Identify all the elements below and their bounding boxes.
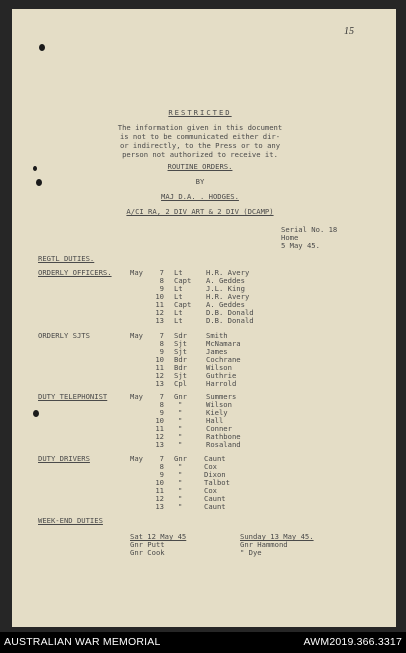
day: 7 xyxy=(159,331,164,340)
day: 9 xyxy=(159,284,164,293)
rank: Gnr xyxy=(174,392,187,401)
name: Harrold xyxy=(206,379,237,388)
name: Hall xyxy=(206,416,224,425)
name: James xyxy=(206,347,228,356)
issue-date: 5 May 45. xyxy=(281,241,320,250)
name: A. Geddes xyxy=(206,300,245,309)
officer-name: MAJ D.A. . HODGES. xyxy=(161,192,239,201)
rank: " xyxy=(178,502,183,511)
name: A. Geddes xyxy=(206,276,245,285)
rank: Sjt xyxy=(174,339,187,348)
month: May xyxy=(130,331,143,340)
day: 8 xyxy=(159,276,164,285)
name: Cox xyxy=(204,462,217,471)
officer-appointment: A/CI RA, 2 DIV ART & 2 DIV (DCAMP) xyxy=(126,207,274,216)
notice-line: is not to be communicated either dir- xyxy=(119,132,281,141)
day: 7 xyxy=(159,392,164,401)
month: May xyxy=(130,268,143,277)
notice-line: person not authorized to receive it. xyxy=(122,150,278,159)
rank: Sjt xyxy=(174,371,187,380)
name: D.B. Donald xyxy=(206,308,254,317)
document-page xyxy=(12,9,396,627)
rank: " xyxy=(178,432,183,441)
day: 10 xyxy=(155,292,164,301)
rank: Gnr xyxy=(174,454,187,463)
rank: " xyxy=(178,494,183,503)
name: Caunt xyxy=(204,454,226,463)
saturday-duty: Gnr Putt xyxy=(130,540,165,549)
name: J.L. King xyxy=(206,284,245,293)
page-number: 15 xyxy=(344,26,354,37)
day: 12 xyxy=(155,494,164,503)
name: Dixon xyxy=(204,470,226,479)
day: 11 xyxy=(155,486,164,495)
punch-hole xyxy=(36,179,42,186)
day: 10 xyxy=(155,416,164,425)
rank: " xyxy=(178,486,183,495)
name: Wilson xyxy=(206,400,232,409)
rank: Lt xyxy=(174,284,183,293)
rank: " xyxy=(178,462,183,471)
rank: " xyxy=(178,408,183,417)
name: Smith xyxy=(206,331,228,340)
name: Caunt xyxy=(204,494,226,503)
day: 11 xyxy=(155,424,164,433)
saturday-duty: Gnr Cook xyxy=(130,548,165,557)
name: Cox xyxy=(204,486,217,495)
month: May xyxy=(130,454,143,463)
footer-institution: AUSTRALIAN WAR MEMORIAL xyxy=(4,636,161,648)
notice-line: The information given in this document xyxy=(117,123,283,132)
duty-group-label: DUTY TELEPHONIST xyxy=(38,392,108,401)
rank: Capt xyxy=(174,300,192,309)
day: 10 xyxy=(155,355,164,364)
day: 11 xyxy=(155,300,164,309)
month: May xyxy=(130,392,143,401)
footer-bar xyxy=(0,632,406,653)
place: Home xyxy=(281,233,299,242)
name: Guthrie xyxy=(206,371,237,380)
rank: " xyxy=(178,424,183,433)
day: 11 xyxy=(155,363,164,372)
notice-line: or indirectly, to the Press or to any xyxy=(119,141,281,150)
name: Summers xyxy=(206,392,237,401)
rank: Sdr xyxy=(174,331,187,340)
day: 9 xyxy=(159,408,164,417)
rank: Cpl xyxy=(174,379,187,388)
day: 13 xyxy=(155,379,164,388)
day: 8 xyxy=(159,339,164,348)
punch-hole xyxy=(39,44,45,51)
punch-hole xyxy=(33,410,39,417)
day: 7 xyxy=(159,454,164,463)
serial-number: Serial No. 18 xyxy=(281,225,338,234)
name: Conner xyxy=(206,424,232,433)
sunday-duty: " Dye xyxy=(240,548,262,557)
document-title: ROUTINE ORDERS. xyxy=(167,162,233,171)
rank: " xyxy=(178,478,183,487)
saturday-header: Sat 12 May 45 xyxy=(130,532,187,541)
day: 12 xyxy=(155,371,164,380)
day: 7 xyxy=(159,268,164,277)
name: Rosaland xyxy=(206,440,241,449)
day: 8 xyxy=(159,400,164,409)
name: Cochrane xyxy=(206,355,241,364)
name: McNamara xyxy=(206,339,241,348)
section-heading: REGTL DUTIES. xyxy=(38,254,95,263)
weekend-duties-label: WEEK-END DUTIES xyxy=(38,516,103,525)
name: H.R. Avery xyxy=(206,292,250,301)
footer-accession-number: AWM2019.366.3317 xyxy=(303,636,402,648)
title-by: BY xyxy=(195,177,205,186)
sunday-header: Sunday 13 May 45. xyxy=(240,532,314,541)
duty-group-label: ORDERLY OFFICERS. xyxy=(38,268,112,277)
day: 13 xyxy=(155,316,164,325)
name: Wilson xyxy=(206,363,232,372)
rank: Lt xyxy=(174,308,183,317)
rank: Lt xyxy=(174,292,183,301)
name: D.B. Donald xyxy=(206,316,254,325)
rank: " xyxy=(178,400,183,409)
rank: Capt xyxy=(174,276,192,285)
duty-group-label: ORDERLY SJTS xyxy=(38,331,90,340)
day: 13 xyxy=(155,440,164,449)
day: 12 xyxy=(155,308,164,317)
rank: Lt xyxy=(174,316,183,325)
rank: Sjt xyxy=(174,347,187,356)
restricted-heading: RESTRICTED xyxy=(168,108,232,117)
day: 8 xyxy=(159,462,164,471)
rank: Bdr xyxy=(174,363,187,372)
duty-group-label: DUTY DRIVERS xyxy=(38,454,90,463)
name: Talbot xyxy=(204,478,230,487)
day: 9 xyxy=(159,470,164,479)
punch-hole xyxy=(33,166,37,171)
sunday-duty: Gnr Hammond xyxy=(240,540,288,549)
rank: " xyxy=(178,440,183,449)
day: 9 xyxy=(159,347,164,356)
name: Rathbone xyxy=(206,432,241,441)
name: H.R. Avery xyxy=(206,268,250,277)
name: Caunt xyxy=(204,502,226,511)
name: Kiely xyxy=(206,408,228,417)
day: 10 xyxy=(155,478,164,487)
day: 12 xyxy=(155,432,164,441)
rank: " xyxy=(178,470,183,479)
rank: Lt xyxy=(174,268,183,277)
rank: Bdr xyxy=(174,355,187,364)
rank: " xyxy=(178,416,183,425)
day: 13 xyxy=(155,502,164,511)
